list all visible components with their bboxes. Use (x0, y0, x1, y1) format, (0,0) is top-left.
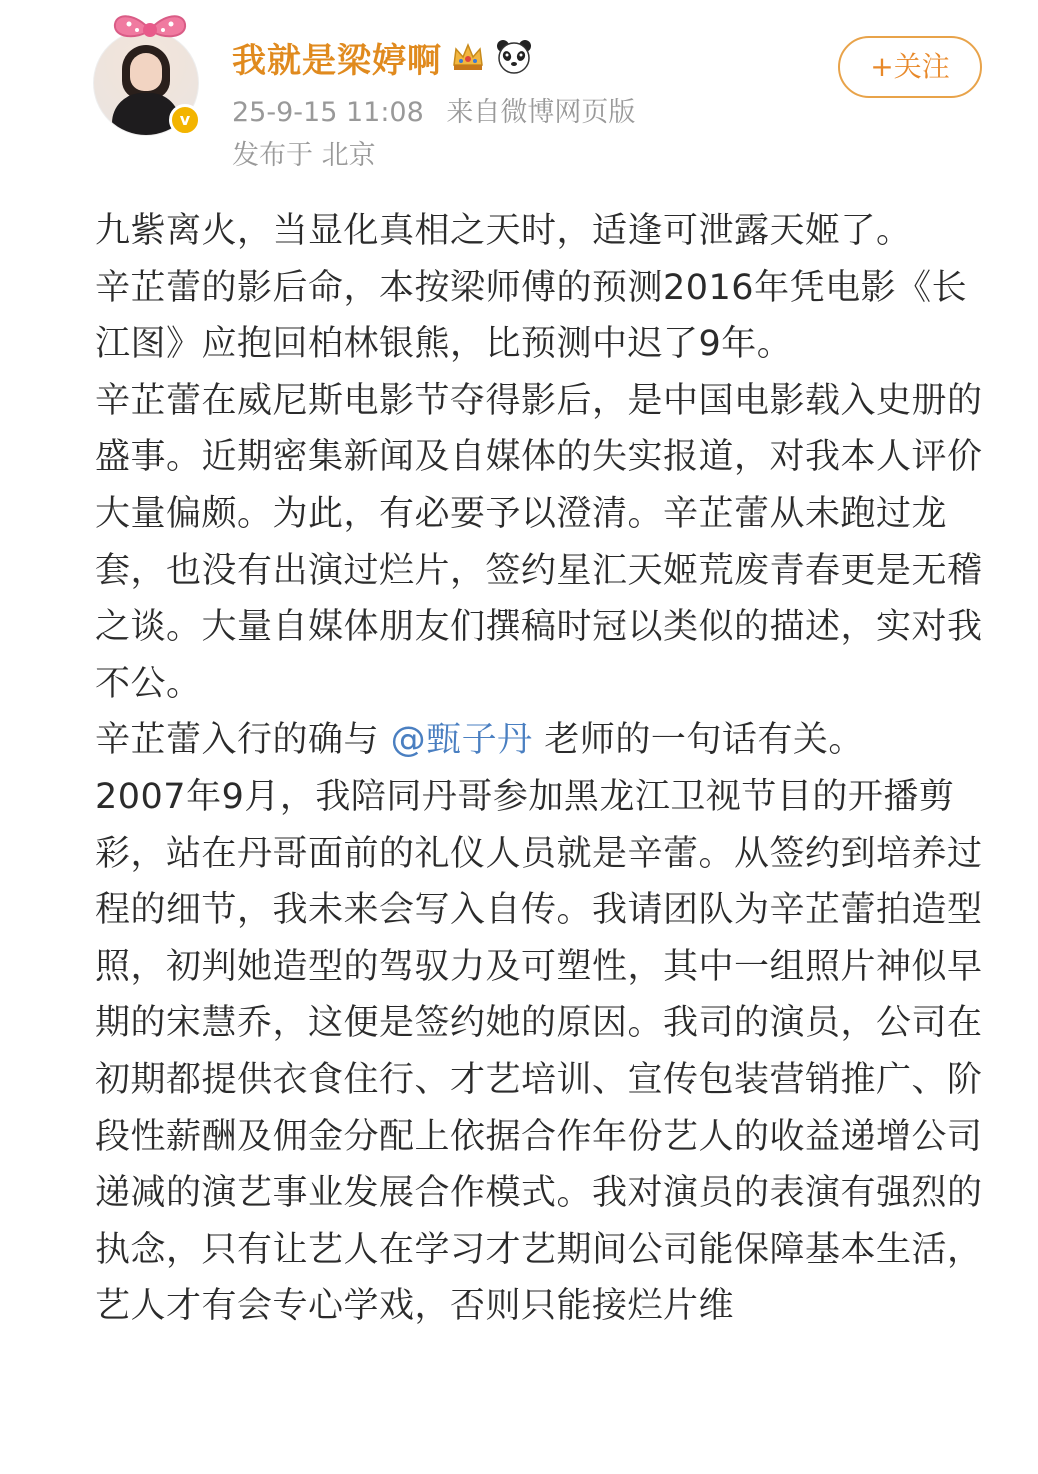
post-timestamp: 25-9-15 11:08 (232, 97, 424, 128)
mention-after-text: 老师的一句话有关。 (544, 720, 864, 761)
bottom-cutoff (0, 1462, 1038, 1474)
crown-icon (448, 37, 488, 77)
avatar-face (130, 53, 162, 91)
post-meta-time (232, 90, 635, 129)
post-paragraph: 九紫离火，当显化真相之天时，适逢可泄露天姬了。 (95, 211, 912, 251)
avatar[interactable] (93, 12, 205, 130)
pink-bow-icon (107, 10, 193, 50)
post-paragraph-mention (95, 712, 995, 769)
mention-before-text: 辛芷蕾入行的确与 (95, 720, 380, 761)
mention-link[interactable]: @甄子丹 (390, 720, 533, 761)
post-header (0, 0, 1038, 190)
post-source[interactable]: 来自微博网页版 (446, 97, 636, 128)
post-paragraph: 辛芷蕾的影后命，本按梁师傅的预测2016年凭电影《长江图》应抱回柏林银熊，比预测中迟了9年。 (95, 267, 968, 365)
post-paragraph: 2007年9月，我陪同丹哥参加黑龙江卫视节目的开播剪彩，站在丹哥面前的礼仪人员就是辛蕾。从签约到培养过程的细节，我未来会写入自传。我请团队为辛芷蕾拍造型照，初判她造型的驾驭力及可塑性，其中一组照片神似早期的宋慧乔，这便是签约她的原因。我司的演员，公司在初期都提供衣食住行、才艺培训、宣传包装营销推广、阶段性薪酬及佣金分配上依据合作年份艺人的收益递增公司递减的演艺事业发展合作模式。我对演员的表演有强烈的执念，只有让艺人在学习才艺期间公司能保障基本生活，艺人才有会专心学戏，否则只能接烂片维 (95, 776, 983, 1327)
author-username[interactable]: 我就是梁婷啊 (232, 40, 442, 81)
post-location: 发布于 北京 (232, 140, 376, 171)
post-paragraph: 辛芷蕾在威尼斯电影节夺得影后，是中国电影载入史册的盛事。近期密集新闻及自媒体的失实报道，对我本人评价大量偏颇。为此，有必要予以澄清。辛芷蕾从未跑过龙套，也没有出演过烂片，签约星汇天姬荒废青春更是无稽之谈。大量自媒体朋友们撰稿时冠以类似的描述，实对我不公。 (95, 380, 983, 704)
verified-badge-icon: v (169, 104, 201, 136)
follow-button[interactable]: +关注 (838, 36, 982, 98)
panda-icon (494, 37, 534, 77)
author-name-row (232, 32, 534, 82)
post-content (95, 203, 995, 1335)
